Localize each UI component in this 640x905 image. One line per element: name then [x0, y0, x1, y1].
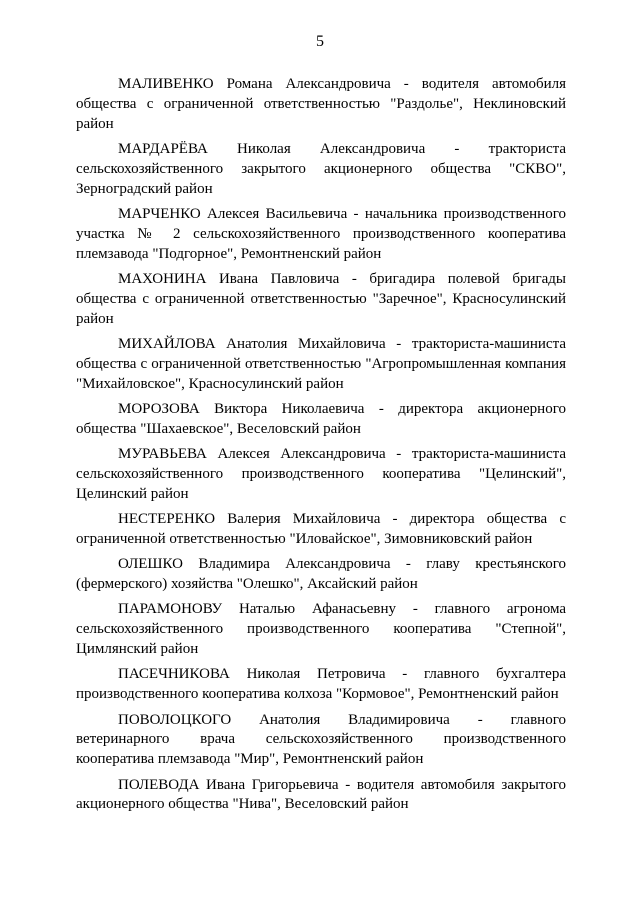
list-item: ОЛЕШКО Владимира Александровича - главу крестьянского (фермерского) хозяйства "Олешко", Аксайский район	[76, 556, 566, 593]
list-item: МОРОЗОВА Виктора Николаевича - директора акционерного общества "Шахаевское", Веселовский район	[76, 400, 566, 437]
list-item: МАРДАРЁВА Николая Александровича - тракториста сельскохозяйственного закрытого акционерного общества "СКВО", Зерноградский район	[76, 140, 566, 197]
award-list	[76, 75, 566, 821]
list-item: МАХОНИНА Ивана Павловича - бригадира полевой бригады общества с ограниченной ответственностью "Заречное", Красносулинский район	[76, 270, 566, 327]
list-item: МУРАВЬЕВА Алексея Александровича - тракториста-машиниста сельскохозяйственного производственного кооператива "Целинский", Целинский район	[76, 446, 566, 502]
list-item: НЕСТЕРЕНКО Валерия Михайловича - директора общества с ограниченной ответственностью "Иловайское", Зимовниковский район	[76, 511, 566, 547]
list-item: МИХАЙЛОВА Анатолия Михайловича - тракториста-машиниста общества с ограниченной ответственностью "Агропромышленная компания "Михайловское", Красносулинский район	[76, 335, 566, 392]
list-item: ПОЛЕВОДА Ивана Григорьевича - водителя автомобиля закрытого акционерного общества "Нива", Веселовский район	[76, 776, 566, 813]
list-item: МАРЧЕНКО Алексея Васильевича - начальника производственного участка № 2 сельскохозяйственного производственного кооператива племзавода "Подгорное", Ремонтненский район	[76, 205, 566, 262]
list-item: ПОВОЛОЦКОГО Анатолия Владимировича - главного ветеринарного врача сельскохозяйственного производственного кооператива племзавода "Мир", Ремонтненский район	[76, 711, 566, 768]
page-number: 5	[316, 33, 324, 50]
list-item: МАЛИВЕНКО Романа Александровича - водителя автомобиля общества с ограниченной ответственностью "Раздолье", Неклиновский район	[76, 76, 566, 132]
list-item: ПАРАМОНОВУ Наталью Афанасьевну - главного агронома сельскохозяйственного производственного кооператива "Степной", Цимлянский район	[76, 601, 566, 658]
list-item: ПАСЕЧНИКОВА Николая Петровича - главного бухгалтера производственного кооператива колхоза "Кормовое", Ремонтненский район	[76, 666, 566, 703]
